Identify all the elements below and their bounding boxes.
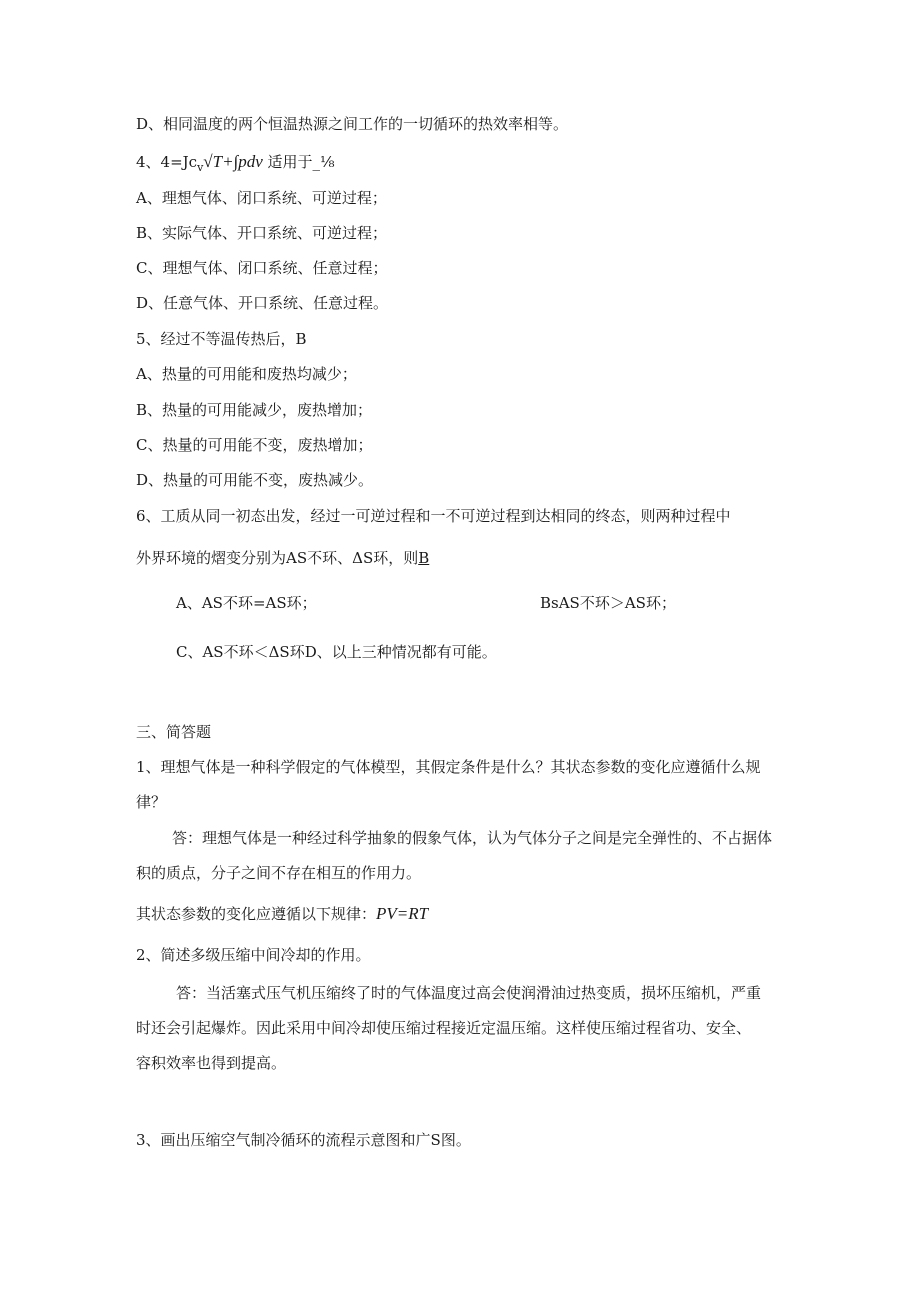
s3-q1-stem-line1: 1、理想气体是一种科学假定的气体模型，其假定条件是什么？其状态参数的变化应遵循什么规 xyxy=(136,758,761,776)
s3-q1-law xyxy=(136,904,428,924)
q4-option-d: D、任意气体、开口系统、任意过程。 xyxy=(136,294,389,312)
q6-stem-text: 外界环境的熠变分别为AS不环、ΔS环，则 xyxy=(136,549,419,567)
q6-option-b: BsAS不环＞AS环； xyxy=(540,594,676,612)
q4-stem-formula: √T+∫pdv xyxy=(203,152,263,171)
q5-option-a: A、热量的可用能和废热均减少； xyxy=(136,365,357,383)
q4-stem-suffix: 适用于_⅛ xyxy=(262,153,335,171)
q4-option-a: A、理想气体、闭口系统、可逆过程； xyxy=(136,189,387,207)
q6-stem-line2 xyxy=(136,548,429,568)
q5-option-b: B、热量的可用能减少，废热增加； xyxy=(136,401,373,419)
s3-q1-answer-line1: 答：理想气体是一种经过科学抽象的假象气体，认为气体分子之间是完全弹性的、不占据体 xyxy=(172,829,773,847)
q4-stem xyxy=(136,152,335,178)
s3-q1-law-text: 其状态参数的变化应遵循以下规律： xyxy=(136,905,377,923)
q5-option-c: C、热量的可用能不变，废热增加； xyxy=(136,436,373,454)
q6-stem-line1: 6、工质从同一初态出发，经过一可逆过程和一不可逆过程到达相同的终态，则两种过程中 xyxy=(136,507,731,525)
s3-q2-answer-line1: 答：当活塞式压气机压缩终了时的气体温度过高会使润滑油过热变质，损坏压缩机，严重 xyxy=(176,984,762,1002)
q6-option-a: A、AS不环=AS环； xyxy=(176,594,317,612)
s3-q2-answer-line3: 容积效率也得到提高。 xyxy=(136,1054,287,1072)
q4-option-c: C、理想气体、闭口系统、任意过程； xyxy=(136,259,388,277)
section-title: 三、简答题 xyxy=(136,723,212,741)
q3-option-d: D、相同温度的两个恒温热源之间工作的一切循环的热效率相等。 xyxy=(136,115,569,133)
q6-answer: B xyxy=(418,549,430,567)
s3-q3-stem: 3、画出压缩空气制冷循环的流程示意图和广S图。 xyxy=(136,1131,471,1149)
q6-options-ab xyxy=(176,593,736,613)
q4-stem-prefix: 4、4=Jc xyxy=(136,153,198,171)
s3-q1-stem-line2: 律？ xyxy=(136,793,167,811)
s3-q2-stem: 2、简述多级压缩中间冷却的作用。 xyxy=(136,946,371,964)
q5-stem: 5、经过不等温传热后，B xyxy=(136,330,307,348)
q6-option-cd: C、AS不环＜ΔS环D、以上三种情况都有可能。 xyxy=(176,643,497,661)
q4-option-b: B、实际气体、开口系统、可逆过程； xyxy=(136,224,388,242)
q4-stem-sub: v xyxy=(197,161,204,174)
s3-q1-law-formula: PV=RT xyxy=(376,904,429,923)
s3-q1-answer-line2: 积的质点，分子之间不存在相互的作用力。 xyxy=(136,864,422,882)
s3-q2-answer-line2: 时还会引起爆炸。因此采用中间冷却使压缩过程接近定温压缩。这样使压缩过程省功、安全、 xyxy=(136,1019,752,1037)
q5-option-d: D、热量的可用能不变，废热减少。 xyxy=(136,471,374,489)
